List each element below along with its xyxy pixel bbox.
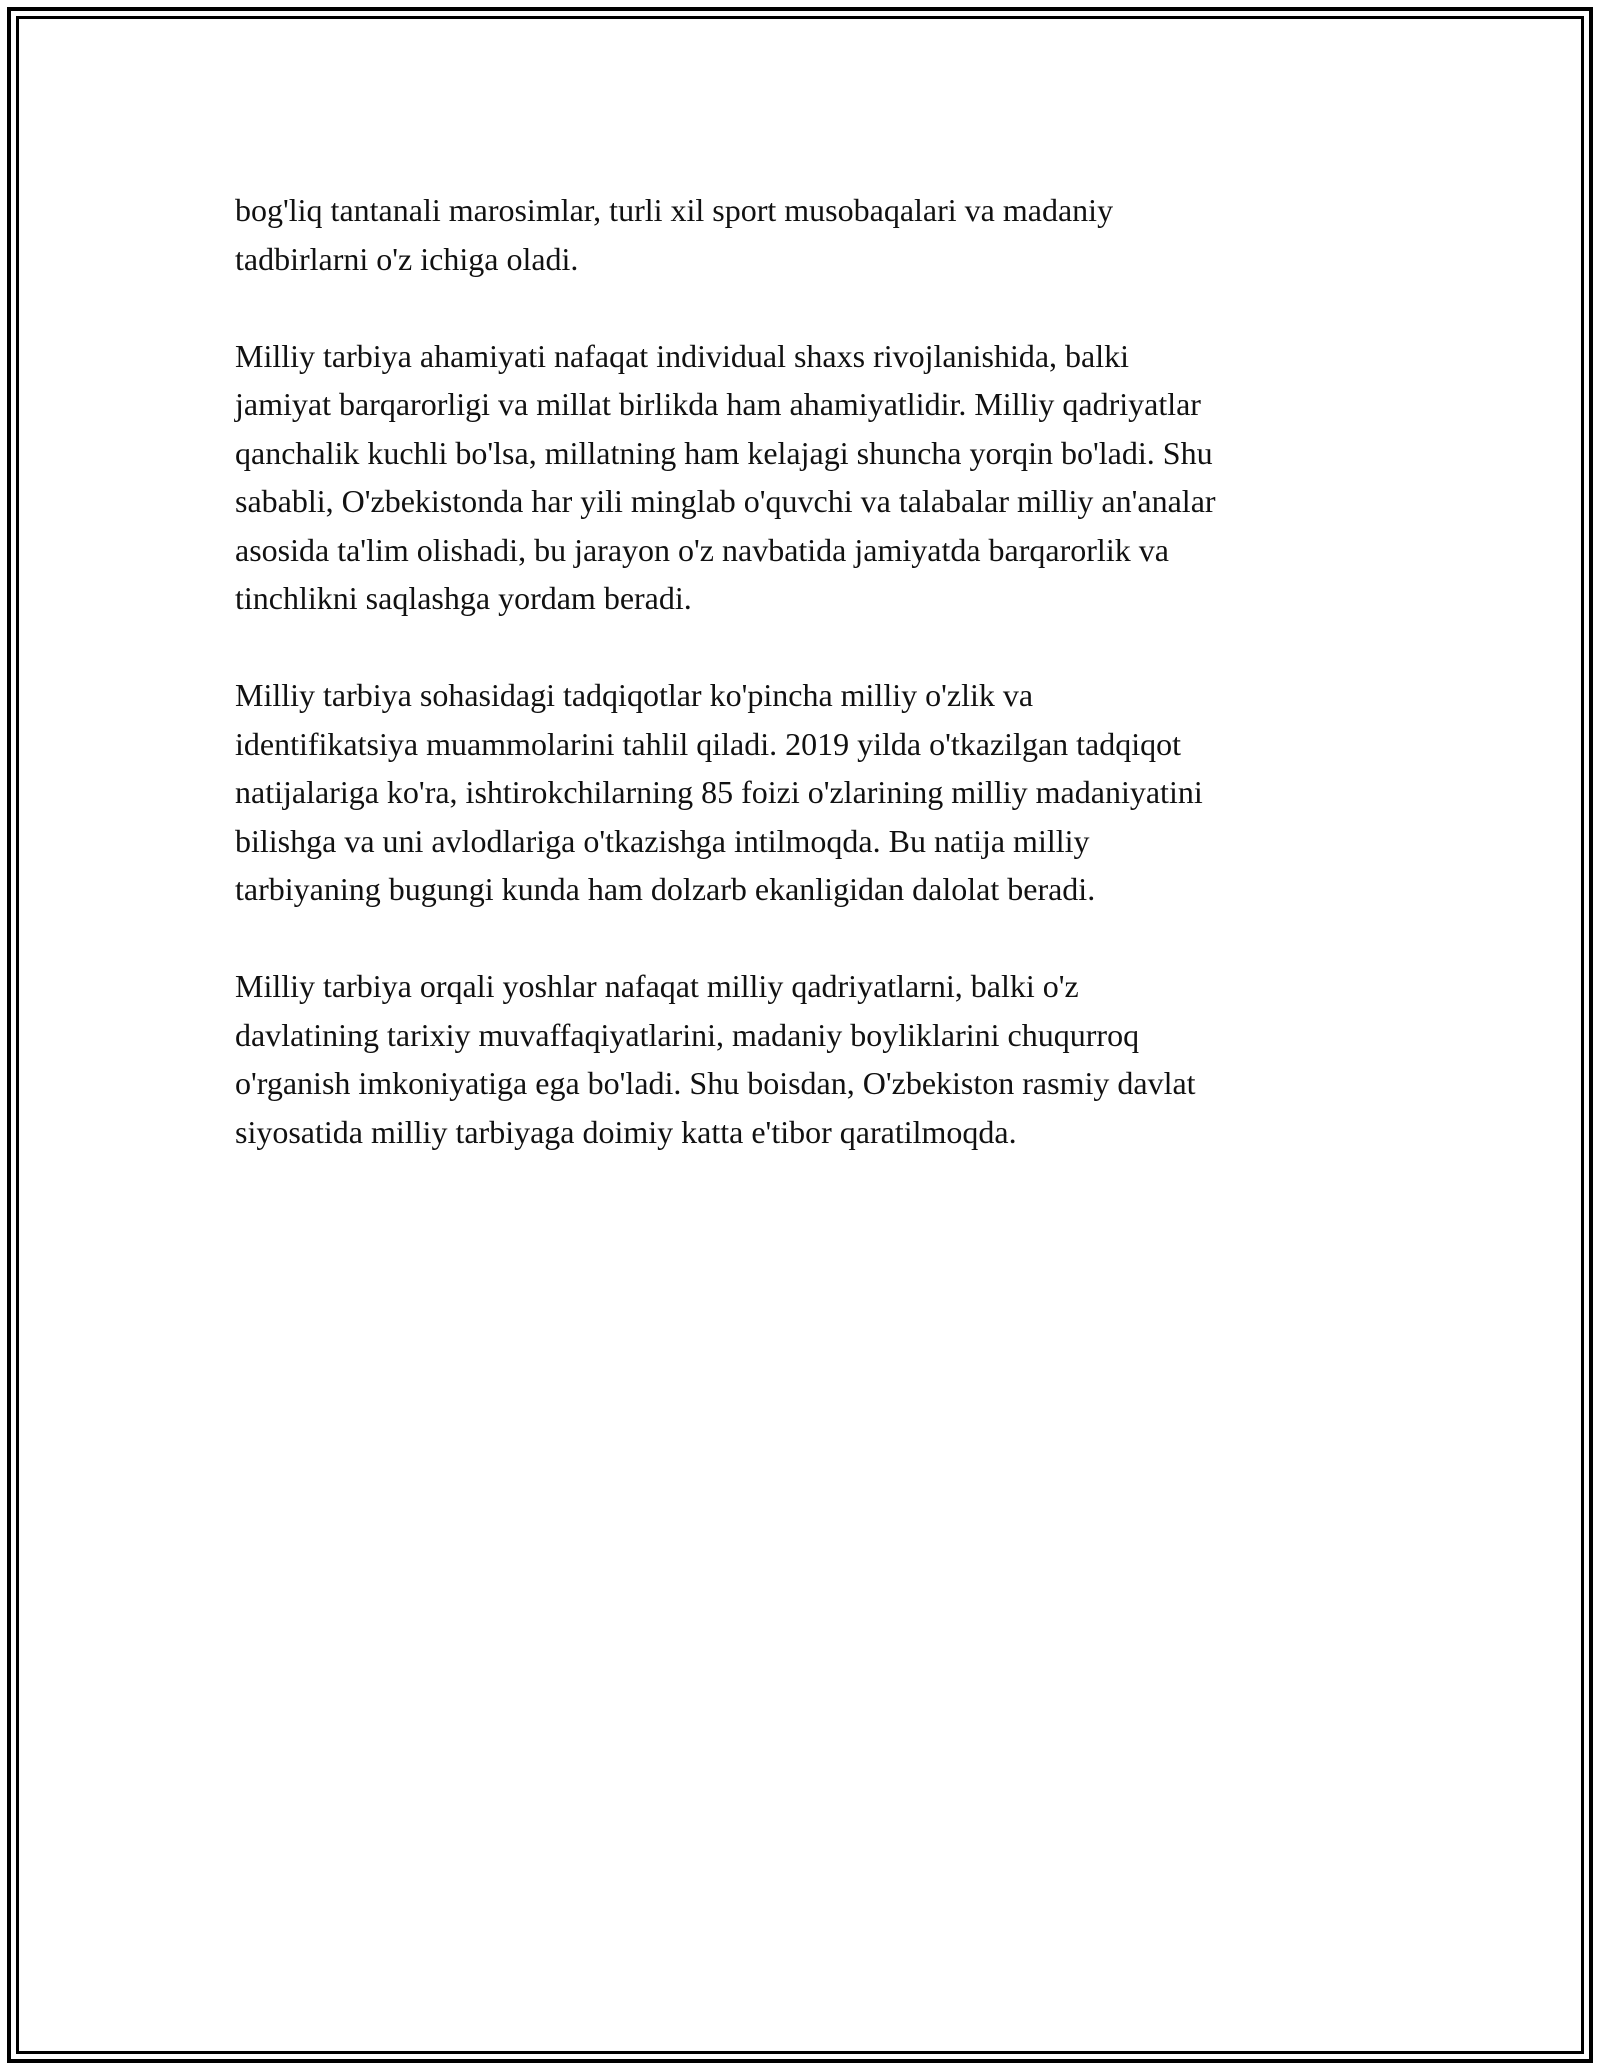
document-body xyxy=(235,186,1375,1205)
paragraph-4: Milliy tarbiya orqali yoshlar nafaqat milliy qadriyatlarni, balki o'z davlatining tarixiy muvaffaqiyatlarini, madaniy boyliklarini chuqurroq o'rganish imkoniyatiga ega bo'ladi. Shu boisdan, O'zbekiston rasmiy davlat siyosatida milliy tarbiyaga doimiy katta e'tibor qaratilmoqda. xyxy=(235,968,1196,1150)
paragraph-3: Milliy tarbiya sohasidagi tadqiqotlar ko'pincha milliy o'zlik va identifikatsiya muammolarini tahlil qiladi. 2019 yilda o'tkazilgan tadqiqot natijalariga ko'ra, ishtirokchilarning 85 foizi o'zlarining milliy madaniyatini bilishga va uni avlodlariga o'tkazishga intilmoqda. Bu natija milliy tarbiyaning bugungi kunda ham dolzarb ekanligidan dalolat beradi. xyxy=(235,677,1203,907)
paragraph-2: Milliy tarbiya ahamiyati nafaqat individual shaxs rivojlanishida, balki jamiyat barqarorligi va millat birlikda ham ahamiyatlidir. Milliy qadriyatlar qanchalik kuchli bo'lsa, millatning ham kelajagi shuncha yorqin bo'ladi. Shu sababli, O'zbekistonda har yili minglab o'quvchi va talabalar milliy an'analar asosida ta'lim olishadi, bu jarayon o'z navbatida jamiyatda barqarorlik va tinchlikni saqlashga yordam beradi. xyxy=(235,337,1216,616)
paragraph-1: bog'liq tantanali marosimlar, turli xil sport musobaqalari va madaniy tadbirlarni o'z ichiga oladi. xyxy=(235,192,1114,277)
